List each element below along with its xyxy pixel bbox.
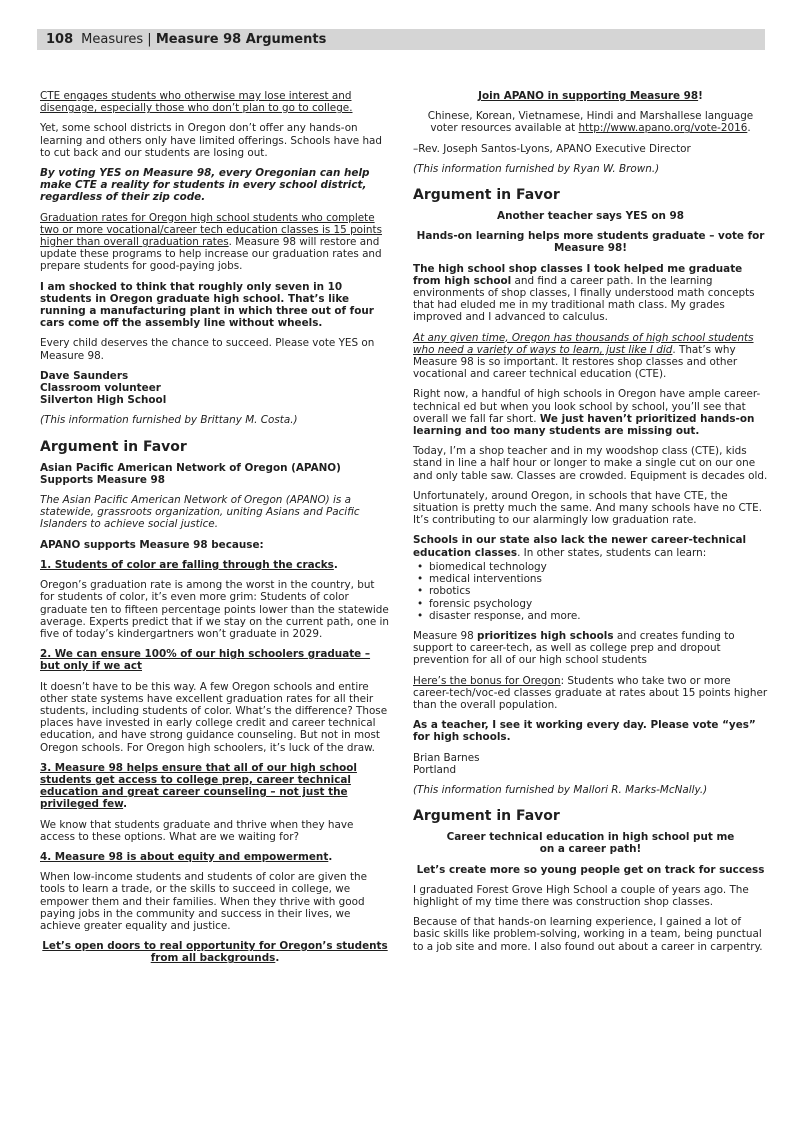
list-item: • biomedical technology	[429, 561, 768, 573]
paragraph: By voting YES on Measure 98, every Oregonian can help make CTE a reality for students in every school district, regardless of their zip code.	[40, 167, 370, 204]
signer-title: Classroom volunteer	[40, 382, 161, 395]
subheading: Hands-on learning helps more students graduate – vote for Measure 98!	[416, 230, 765, 255]
paragraph: We know that students graduate and thrive when they have access to these options. What are we waiting for?	[40, 818, 354, 843]
paragraph: The high school shop classes I took helped me graduate from high school and find a career path. In the learning environments of shop classes, I finally understood math concepts that had eluded me in my traditional math class. My grades improved and I advanced to calculus.	[413, 262, 755, 324]
list-item: • disaster response, and more.	[429, 610, 768, 622]
paragraph: Right now, a handful of high schools in Oregon have ample career-technical ed but when you look school by school, you’ll see that overall we fall far short. We just haven’t prioritized hands-on learning and too many students are missing out.	[413, 388, 761, 438]
paragraph: I graduated Forest Grove High School a couple of years ago. The highlight of my time there was construction shop classes.	[413, 883, 749, 908]
subheading: Career technical education in high school put me on a career path!	[446, 831, 735, 856]
signer-name: Brian Barnes	[413, 751, 480, 764]
list-item: • robotics	[429, 585, 768, 597]
furnished-by: (This information furnished by Brittany M. Costa.)	[40, 414, 298, 427]
section-label: Measures |	[81, 32, 152, 47]
paragraph: I am shocked to think that roughly only seven in 10 students in Oregon graduate high school. That’s like running a manufacturing plant in which three out of four cars come off the assembly line without wheels.	[40, 280, 374, 330]
section-heading: Argument in Favor	[40, 438, 187, 455]
paragraph: Every child deserves the chance to succeed. Please vote YES on Measure 98.	[40, 337, 375, 362]
list-item: • forensic psychology	[429, 598, 768, 610]
paragraph: Oregon’s graduation rate is among the worst in the country, but for students of color, it’s even more grim: Students of color graduate ten to fifteen percentage points lower than the statewide average. Experts predict that if we stay on the current path, one in five of today’s kindergartners won’t graduate in 2029.	[40, 579, 389, 640]
paragraph: Schools in our state also lack the newer career-technical education classes. In other states, students can learn:	[413, 534, 747, 559]
paragraph: When low-income students and students of color are given the tools to learn a trade, or the skills to succeed in college, we empower them and their families. When they thrive with good paying jobs in the community and success in their lives, we achieve greater equality and justice.	[40, 871, 367, 932]
subheading: Another teacher says YES on 98	[497, 210, 684, 223]
signer-org: Silverton High School	[40, 394, 167, 407]
paragraph: Here’s the bonus for Oregon: Students who take two or more career-tech/voc-ed classes graduate at rates about 15 points higher than the overall population.	[413, 674, 768, 711]
section-heading: Argument in Favor	[413, 187, 560, 204]
list-item: • medical interventions	[429, 573, 768, 585]
furnished-by: (This information furnished by Ryan W. Brown.)	[413, 162, 660, 175]
apano-link[interactable]: http://www.apano.org/vote-2016	[578, 122, 748, 135]
signature-block	[40, 370, 390, 407]
point-heading: 2. We can ensure 100% of our high schoolers graduate – but only if we act	[40, 648, 371, 673]
point-heading: 4. Measure 98 is about equity and empowerment.	[40, 850, 333, 863]
paragraph: APANO supports Measure 98 because:	[40, 538, 264, 551]
left-column	[40, 90, 390, 973]
page-header	[37, 29, 765, 50]
right-column	[413, 90, 768, 961]
paragraph: CTE engages students who otherwise may lose interest and disengage, especially those who don’t plan to go to college.	[40, 90, 353, 115]
org-description: The Asian Pacific American Network of Oregon (APANO) is a statewide, grassroots organization, uniting Asians and Pacific Islanders to achieve social justice.	[40, 494, 360, 531]
text: . Measure 98 will restore and update these programs to help increase our graduation rates and prepare students for good-paying jobs.	[40, 236, 382, 273]
point-heading: 3. Measure 98 helps ensure that all of our high school students get access to college prep, career technical education and great career counseling – not just the privileged few.	[40, 761, 357, 811]
signer-location: Portland	[413, 763, 457, 776]
underlined-text: Graduation rates for Oregon high school students who complete two or more vocational/career tech education classes is 15 points higher than overall graduation rates	[40, 211, 382, 249]
paragraph: Unfortunately, around Oregon, in schools that have CTE, the situation is pretty much the same. And many schools have no CTE. It’s contributing to our alarmingly low graduation rate.	[413, 489, 762, 527]
paragraph: Yet, some school districts in Oregon don’t offer any hands-on learning and others only have limited offerings. Schools have had to cut back and our students are losing out.	[40, 122, 382, 159]
furnished-by: (This information furnished by Mallori R. Marks-McNally.)	[413, 783, 708, 796]
page-number: 108	[46, 32, 74, 47]
paragraph	[40, 212, 390, 273]
paragraph: –Rev. Joseph Santos-Lyons, APANO Executive Director	[413, 142, 691, 155]
paragraph: Measure 98 prioritizes high schools and creates funding to support to career-tech, as well as college prep and dropout prevention for all of our high school students	[413, 629, 735, 667]
subheading: Let’s create more so young people get on track for success	[416, 863, 765, 876]
closing-line: Let’s open doors to real opportunity for Oregon’s students from all backgrounds.	[42, 940, 388, 965]
course-list	[413, 561, 768, 622]
signature-block	[413, 752, 768, 776]
join-line: Join APANO in supporting Measure 98!	[478, 90, 703, 102]
org-title: Asian Pacific American Network of Oregon (APANO) Supports Measure 98	[40, 461, 341, 486]
language-resources: Chinese, Korean, Vietnamese, Hindi and Marshallese language voter resources available at http://www.apano.org/vote-2016.	[427, 110, 754, 135]
section-heading: Argument in Favor	[413, 808, 560, 825]
paragraph: It doesn’t have to be this way. A few Oregon schools and entire other state systems have excellent graduation rates for all their students, including students of color. What’s the difference? Those places have invested in early college credit and career technical education, and have strong guidance counseling. But not in most Oregon schools. For Oregon high schoolers, it’s luck of the draw.	[40, 680, 388, 754]
signer-name: Dave Saunders	[40, 369, 129, 382]
page-title: Measure 98 Arguments	[155, 32, 327, 47]
paragraph: At any given time, Oregon has thousands of high school students who need a variety of ways to learn, just like I did. That’s why Measure 98 is so important. It restores shop classes and other vocational and career technical education (CTE).	[413, 331, 754, 381]
paragraph: As a teacher, I see it working every day. Please vote “yes” for high schools.	[413, 719, 756, 744]
paragraph: Because of that hands-on learning experience, I gained a lot of basic skills like problem-solving, working in a team, being punctual to a job site and more. I also found out about a career in carpentry.	[413, 916, 763, 953]
point-heading: 1. Students of color are falling through the cracks.	[40, 558, 338, 571]
paragraph: Today, I’m a shop teacher and in my woodshop class (CTE), kids stand in line a half hour or longer to make a single cut on our one and only table saw. Classes are crowded. Equipment is decades old.	[413, 445, 768, 482]
